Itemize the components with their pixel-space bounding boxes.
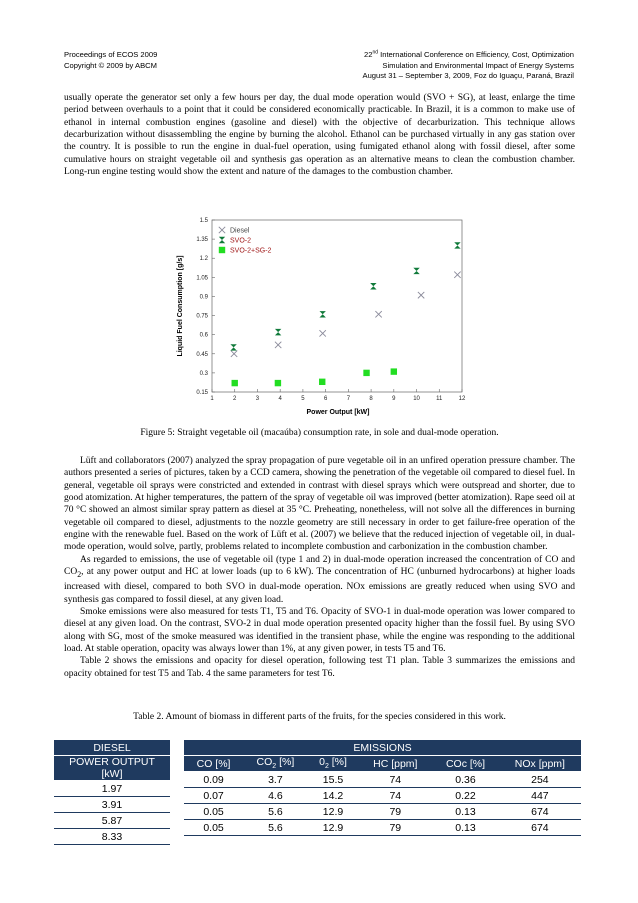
y-tick-label: 0.3 bbox=[199, 370, 208, 377]
power-cell: 1.97 bbox=[54, 781, 170, 797]
y-tick-label: 1.5 bbox=[199, 218, 208, 224]
data-point-svo-2-sg-2 bbox=[232, 380, 238, 386]
hc-cell: 74 bbox=[358, 772, 432, 788]
power-cell: 5.87 bbox=[54, 813, 170, 829]
proceedings-title: Proceedings of ECOS 2009 bbox=[64, 50, 158, 59]
coc-cell: 0.13 bbox=[432, 804, 499, 820]
x-tick-label: 5 bbox=[301, 396, 305, 402]
x-tick-label: 10 bbox=[413, 396, 420, 402]
co2-header-sub: 2 bbox=[272, 763, 277, 771]
data-point-svo-2-sg-2 bbox=[391, 368, 397, 374]
x-tick-label: 2 bbox=[233, 396, 237, 402]
nox-header: NOx [ppm] bbox=[499, 756, 581, 772]
legend-marker bbox=[219, 247, 225, 253]
x-tick-label: 9 bbox=[392, 396, 396, 402]
power-cell: 3.91 bbox=[54, 797, 170, 813]
intro-text bbox=[64, 92, 575, 178]
y-tick-label: 0.15 bbox=[196, 390, 208, 396]
co-cell: 0.05 bbox=[184, 820, 243, 836]
x-tick-label: 11 bbox=[436, 396, 443, 402]
nox-cell: 447 bbox=[499, 788, 581, 804]
data-point-svo-2-sg-2 bbox=[319, 379, 325, 385]
table-row bbox=[54, 781, 170, 797]
data-point-svo-2-sg-2 bbox=[275, 380, 281, 386]
table-caption: Table 2. Amount of biomass in different parts of the fruits, for the species considered in this work. bbox=[133, 712, 506, 722]
o2-header-unit: [%] bbox=[328, 756, 347, 769]
x-tick-label: 4 bbox=[278, 396, 282, 402]
conference-subtitle: Simulation and Environmental Impact of Energy Systems bbox=[382, 60, 574, 70]
paragraph-tables: Table 2 shows the emissions and opacity for diesel operation, following test T1 plan. Table 3 summarizes the emissions and opacity obtained for test T5 and Tab. 4 the same parameters for test T6. bbox=[64, 656, 575, 679]
y-tick-label: 0.9 bbox=[199, 294, 208, 301]
body-text bbox=[64, 455, 575, 680]
x-tick-label: 1 bbox=[210, 396, 214, 402]
conference-name: International Conference on Efficiency, Cost, Optimization bbox=[378, 50, 574, 59]
conference-dates: August 31 – September 3, 2009, Foz do Iguaçu, Paraná, Brazil bbox=[362, 71, 574, 80]
x-axis-label: Power Output [kW] bbox=[306, 409, 370, 416]
o2-header-sub: 2 bbox=[324, 763, 329, 771]
coc-cell: 0.22 bbox=[432, 788, 499, 804]
x-tick-label: 7 bbox=[346, 396, 351, 402]
emissions-header: EMISSIONS bbox=[184, 740, 581, 756]
table-row bbox=[54, 813, 170, 829]
hc-cell: 79 bbox=[358, 820, 432, 836]
co2-header bbox=[243, 756, 308, 772]
o2-cell: 15.5 bbox=[308, 772, 359, 788]
conference-number: 22 bbox=[363, 50, 373, 59]
y-tick-label: 0.6 bbox=[199, 332, 208, 339]
table-row bbox=[184, 772, 581, 788]
co2-subscript: 2 bbox=[77, 569, 82, 579]
emissions-text-b: , at any power output and HC at lower loads (up to 6 kW). The concentration of HC (unburned hydrocarbons) at higher loads increased with diesel, compared to both SVO in dual-mode operation. NOx emissions are greatly reduced when using SVO and synthesis gas compared to fossil diesel, at any given load. bbox=[64, 567, 575, 605]
table-row bbox=[54, 797, 170, 813]
x-tick-label: 3 bbox=[255, 396, 260, 402]
running-header-right bbox=[363, 50, 575, 82]
x-tick-label: 12 bbox=[458, 396, 466, 402]
y-tick-label: 1.35 bbox=[196, 237, 208, 244]
co2-cell: 3.7 bbox=[243, 772, 308, 788]
o2-header bbox=[308, 756, 359, 772]
figure-caption: Figure 5: Straight vegetable oil (macaúba) consumption rate, in sole and dual-mode operation. bbox=[140, 428, 499, 438]
co2-header-main: CO bbox=[256, 756, 273, 769]
x-tick-label: 6 bbox=[323, 396, 328, 402]
co-header: CO [%] bbox=[184, 756, 243, 772]
co2-cell: 4.6 bbox=[243, 788, 308, 804]
co2-header-unit: [%] bbox=[276, 756, 295, 769]
fuel-consumption-chart bbox=[160, 212, 480, 420]
coc-cell: 0.36 bbox=[432, 772, 499, 788]
y-axis-label: Liquid Fuel Consumption [g/s] bbox=[177, 255, 184, 357]
legend-label: SVO-2 bbox=[230, 237, 252, 245]
co-cell: 0.07 bbox=[184, 788, 243, 804]
data-point-svo-2-sg-2 bbox=[363, 370, 369, 376]
coc-header: COc [%] bbox=[432, 756, 499, 772]
legend-label: Diesel bbox=[230, 227, 250, 235]
co-cell: 0.05 bbox=[184, 804, 243, 820]
x-tick-label: 8 bbox=[369, 396, 373, 402]
power-output-header: POWER OUTPUT [kW] bbox=[54, 756, 170, 781]
table-row bbox=[184, 804, 581, 820]
co-cell: 0.09 bbox=[184, 772, 243, 788]
nox-cell: 674 bbox=[499, 820, 581, 836]
co2-cell: 5.6 bbox=[243, 804, 308, 820]
o2-cell: 12.9 bbox=[308, 820, 359, 836]
table-row bbox=[184, 820, 581, 836]
nox-cell: 254 bbox=[499, 772, 581, 788]
y-tick-label: 0.45 bbox=[196, 351, 208, 358]
y-tick-label: 1.05 bbox=[196, 275, 208, 282]
o2-cell: 14.2 bbox=[308, 788, 359, 804]
nox-cell: 674 bbox=[499, 804, 581, 820]
emissions-text-a: As regarded to emissions, the use of vegetable oil (type 1 and 2) in dual-mode operation increased the concentration of CO and CO bbox=[64, 554, 575, 578]
legend-label: SVO-2+SG-2 bbox=[230, 247, 272, 255]
power-cell: 8.33 bbox=[54, 829, 170, 845]
emissions-table bbox=[184, 740, 581, 836]
paragraph-spray: Lüft and collaborators (2007) analyzed the spray propagation of pure vegetable oil in an unfired operation pressure chamber. The authors presented a series of pictures, taken by a CCD camera, showing the penetration of the vegetable oil compared to diesel fuel. In general, vegetable oil sprays were constricted and extended in contrast with diesel sprays which were outspread and shorter, due to good atomization. At higher temperatures, the pattern of the spray of vegetable oil was improved (better atomization). Rape seed oil at 70 °C showed an almost similar spray pattern as diesel at 35 °C. Preheating, nonetheless, will not solve all the differences in burning vegetable oil compared to diesel, adjustments to the nozzle geometry are still necessary in order to get failure-free operation of the engine with the renewable fuel. Based on the work of Lüft et al. (2007) we believe that the reduced injection of vegetable oil, in dual-mode operation, would solve, partly, problems related to incomplete combustion and carbonization in the combustion chamber. bbox=[64, 456, 575, 553]
y-tick-label: 0.75 bbox=[196, 313, 208, 320]
running-header-left bbox=[64, 50, 157, 71]
o2-header-main: 0 bbox=[319, 756, 325, 769]
diesel-header: DIESEL bbox=[54, 740, 170, 756]
co2-cell: 5.6 bbox=[243, 820, 308, 836]
paragraph-smoke: Smoke emissions were also measured for tests T1, T5 and T6. Opacity of SVO-1 in dual-mode operation was lower compared to diesel at any given load. On the contrast, SVO-2 in dual mode operation presented opacity higher than the fossil fuel. By using SVO along with SG, most of the smoke measured was identified in the transient phase, while the engine was responding to the additional load. At stable operation, opacity was always lower than 1%, at any given power, in tests T5 and T6. bbox=[64, 607, 575, 655]
table-row bbox=[54, 829, 170, 845]
y-tick-label: 1.2 bbox=[199, 256, 208, 263]
table-row bbox=[184, 788, 581, 804]
copyright-line: Copyright © 2009 by ABCM bbox=[64, 60, 157, 70]
intro-paragraph: usually operate the generator set only a few hours per day, the dual mode operation would (SVO + SG), at least, enlarge the time period between overhauls to a point that it could be considered economically practicable. In Brazil, it is a common to make use of ethanol in internal combustion engines (gasoline and diesel) with the objective of decarburization. This technique allows decarburization without disassembling the engine by burning the alcohol. Ethanol can be purchased virtually in any gas station over the country. It is possible to run the engine in dual-fuel operation, using fumigated ethanol along with fossil diesel, after some cumulative hours on straight vegetable oil and synthesis gas operation as an alternative means to clean the combustion chamber. Long-run engine testing would show the extent and nature of the damages to the combustion chamber. bbox=[64, 93, 575, 178]
hc-cell: 79 bbox=[358, 804, 432, 820]
diesel-power-table bbox=[54, 740, 170, 845]
conference-ordinal: nd bbox=[372, 49, 378, 56]
plot-area bbox=[212, 220, 462, 392]
o2-cell: 12.9 bbox=[308, 804, 359, 820]
hc-header: HC [ppm] bbox=[358, 756, 432, 772]
coc-cell: 0.13 bbox=[432, 820, 499, 836]
paragraph-emissions bbox=[64, 554, 575, 606]
conference-title bbox=[363, 50, 575, 61]
hc-cell: 74 bbox=[358, 788, 432, 804]
